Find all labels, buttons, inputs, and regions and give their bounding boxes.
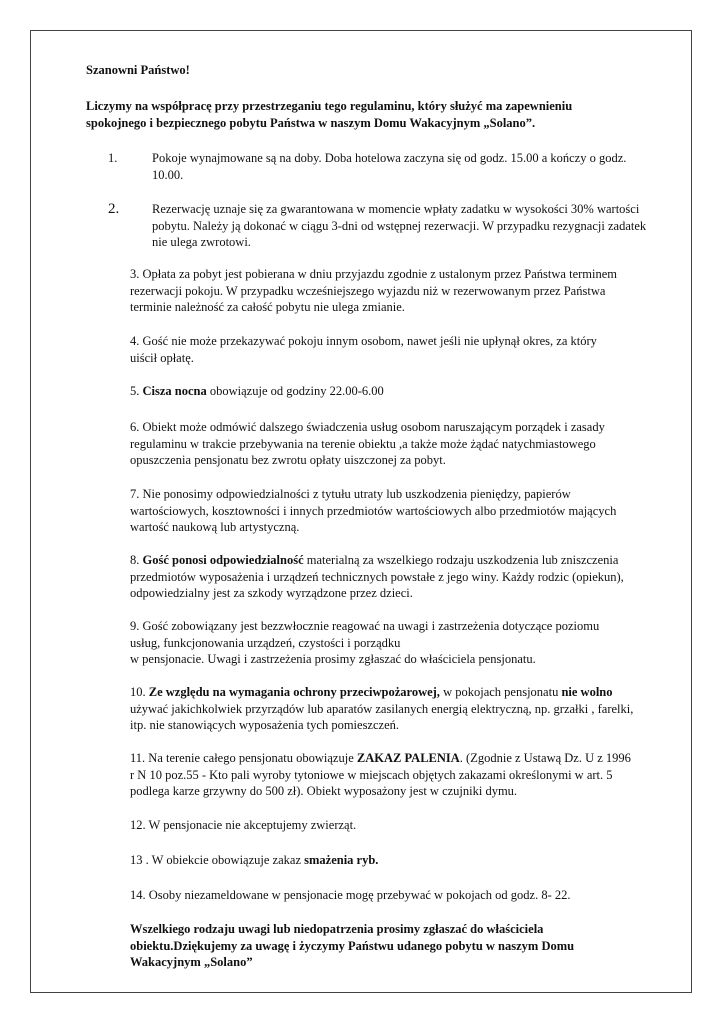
rule-8-number: 8. <box>130 553 143 567</box>
rule-10 <box>130 684 640 734</box>
rule-5-text: obowiązuje od godziny 22.00-6.00 <box>206 384 384 398</box>
rule-10-mid: w pokojach pensjonatu <box>439 685 562 699</box>
rule-1-number: 1. <box>108 151 118 165</box>
rule-9-line-2: w pensjonacie. Uwagi i zastrzeżenia prosimy zgłaszać do właściciela pensjonatu. <box>130 652 536 666</box>
rule-3: 3. Opłata za pobyt jest pobierana w dniu przyjazdu zgodnie z ustalonym przez Państwa terminem rezerwacji pokoju. W przypadku wcześniejszego wyjazdu niż w rezerwowanym przez Państwa terminie należność za całość pobytu nie ulega zmianie. <box>130 267 617 314</box>
rule-10-number: 10. <box>130 685 149 699</box>
greeting: Szanowni Państwo! <box>86 63 190 77</box>
rule-14: 14. Osoby niezameldowane w pensjonacie mogę przebywać w pokojach od godz. 8- 22. <box>130 888 571 902</box>
rule-6: 6. Obiekt może odmówić dalszego świadczenia usług osobom naruszającym porządek i zasady regulaminu w trakcie przebywania na terenie obiektu ,a także może żądać natychmiastowego opuszczenia pensjonatu bez zwrotu opłaty uiszczonej za pobyt. <box>130 420 605 467</box>
rule-5-bold: Cisza nocna <box>142 384 207 398</box>
rule-4: 4. Gość nie może przekazywać pokoju innym osobom, nawet jeśli nie upłynął okres, za który uiścił opłatę. <box>130 334 597 365</box>
rule-8-bold: Gość ponosi odpowiedzialność <box>142 553 304 567</box>
rule-8 <box>130 552 638 602</box>
rule-9 <box>130 618 630 668</box>
rule-11-prefix: 11. Na terenie całego pensjonatu obowiązuje <box>130 751 357 765</box>
rule-7: 7. Nie ponosimy odpowiedzialności z tytułu utraty lub uszkodzenia pieniędzy, papierów wartościowych, kosztowności i innych przedmiotów wartościowych albo przedmiotów mających wartość naukową lub artystyczną. <box>130 487 617 534</box>
rule-10-bold-2: nie wolno <box>561 685 613 699</box>
rule-13-bold: smażenia ryb. <box>304 853 379 867</box>
rule-10-text: używać jakichkolwiek przyrządów lub aparatów zasilanych energią elektryczną, np. grzałki , farelki, itp. nie stanowiących wyposażenia tych pomieszczeń. <box>130 701 634 732</box>
rule-5 <box>130 383 630 400</box>
rule-5-number: 5. <box>130 384 143 398</box>
rule-1-text: Pokoje wynajmowane są na doby. Doba hotelowa zaczyna się od godz. 15.00 a kończy o godz. 10.00. <box>152 151 627 182</box>
rule-13-prefix: 13 . W obiekcie obowiązuje zakaz <box>130 853 305 867</box>
rule-9-line-1: 9. Gość zobowiązany jest bezzwłocznie reagować na uwagi i zastrzeżenia dotyczące poziomu usług, funkcjonowania urządzeń, czystości i porządku <box>130 619 600 650</box>
rule-10-bold: Ze względu na wymagania ochrony przeciwpożarowej, <box>148 685 440 699</box>
rule-8-text: materialną za wszelkiego rodzaju uszkodzenia lub zniszczenia przedmiotów wyposażenia i urządzeń technicznych powstałe z jego winy. Każdy rodzic (opiekun), odpowiedzialny jest za szkody wyrządzone przez dzieci. <box>130 553 624 600</box>
rule-12: 12. W pensjonacie nie akceptujemy zwierząt. <box>130 818 357 832</box>
closing-paragraph: Wszelkiego rodzaju uwagi lub niedopatrzenia prosimy zgłaszać do właściciela obiektu.Dziękujemy za uwagę i życzymy Państwu udanego pobytu w naszym Domu Wakacyjnym „Solano” <box>130 922 575 969</box>
rule-11-text: . (Zgodnie z Ustawą Dz. U z 1996 r N 10 poz.55 - Kto pali wyroby tytoniowe w miejscach objętych zakazami określonymi w art. 5 podlega karze grzywny do 500 zł). Obiekt wyposażony jest w czujniki dymu. <box>130 751 631 798</box>
intro-paragraph: Liczymy na współpracę przy przestrzeganiu tego regulaminu, który służyć ma zapewnieniu spokojnego i bezpiecznego pobytu Państwa w naszym Domu Wakacyjnym „Solano”. <box>86 99 573 130</box>
rule-11-bold: ZAKAZ PALENIA <box>356 751 460 765</box>
rule-11 <box>130 750 635 800</box>
rule-1 <box>108 150 658 183</box>
rule-2-text: Rezerwację uznaje się za gwarantowana w momencie wpłaty zadatku w wysokości 30% wartości pobytu. Należy ją dokonać w ciągu 3-dni od wstępnej rezerwacji. W przypadku rezygnacji zadatek nie ulega zwrotowi. <box>152 202 647 249</box>
rule-2-number: 2. <box>108 201 120 217</box>
rule-13 <box>130 852 630 869</box>
rule-2 <box>108 201 658 251</box>
